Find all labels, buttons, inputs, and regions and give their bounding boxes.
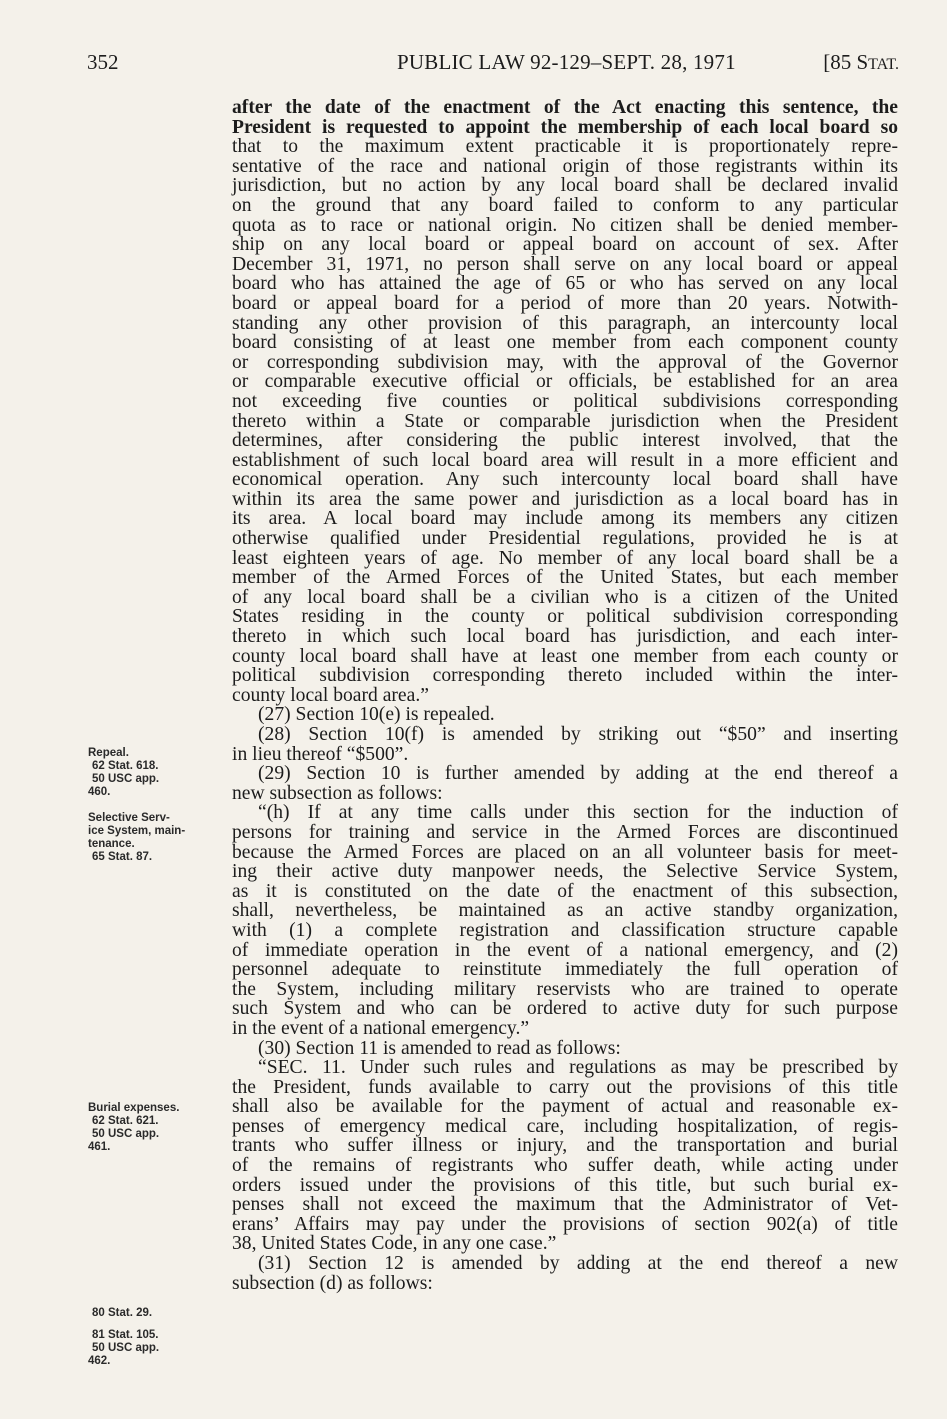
- margin-note-line: 461.: [88, 1141, 111, 1153]
- text-line: thereto in which such local board has jurisdiction, and each inter-: [232, 626, 898, 648]
- text-line: quota as to race or national origin. No citizen shall be denied member-: [232, 214, 898, 236]
- text-line: personnel adequate to reinstitute immediately the full operation of: [232, 959, 898, 981]
- text-line: county local board shall have at least one member from each county or: [232, 645, 898, 667]
- text-line: new subsection as follows:: [232, 782, 443, 804]
- margin-note-line: 50 USC app.: [92, 1128, 160, 1140]
- text-line: the President, funds available to carry out the provisions of this title: [232, 1076, 898, 1098]
- text-line: 38, United States Code, in any one case.”: [232, 1233, 557, 1255]
- text-line: of any local board shall be a civilian who is a citizen of the United: [232, 586, 898, 608]
- statute-reference: [85 STAT.: [823, 50, 899, 74]
- text-line: in the event of a national emergency.”: [232, 1017, 530, 1039]
- text-line: President is requested to appoint the membership of each local board so: [232, 116, 898, 138]
- text-line: penses shall not exceed the maximum that the Administrator of Vet-: [232, 1194, 898, 1216]
- text-line: determines, after considering the public interest involved, that the: [232, 430, 898, 452]
- text-line: standing any other provision of this paragraph, an intercounty local: [232, 312, 898, 334]
- margin-note-line: ice System, main-: [88, 825, 186, 837]
- text-line: member of the Armed Forces of the United States, but each member: [232, 567, 898, 589]
- text-line: as it is constituted on the date of the enactment of this subsection,: [232, 880, 898, 902]
- text-line: that to the maximum extent practicable it is proportionately repre-: [232, 136, 898, 158]
- margin-note-repeal: [88, 747, 238, 799]
- margin-note-line: 50 USC app.: [92, 773, 160, 785]
- text-line: persons for training and service in the Armed Forces are discontinued: [232, 821, 898, 843]
- margin-note-line: Selective Serv-: [88, 812, 170, 824]
- text-line: trants who suffer illness or injury, and the transportation and burial: [232, 1135, 898, 1157]
- text-line: board who has attained the age of 65 or who has served on any local: [232, 273, 898, 295]
- text-line: with (1) a complete registration and classification structure capable: [232, 919, 898, 941]
- text-line: not exceeding five counties or political subdivisions corresponding: [232, 390, 898, 412]
- text-line: otherwise qualified under Presidential regulations, provided he is at: [232, 528, 898, 550]
- text-line: because the Armed Forces are placed on an all volunteer basis for meet-: [232, 841, 898, 863]
- text-line: political subdivision corresponding thereto included within the inter-: [232, 665, 898, 687]
- text-line: jurisdiction, but no action by any local board shall be declared invalid: [232, 175, 898, 197]
- text-line: (27) Section 10(e) is repealed.: [258, 704, 495, 726]
- text-line: shall also be available for the payment of actual and reasonable ex-: [232, 1096, 898, 1118]
- text-line: orders issued under the provisions of this title, but such burial ex-: [232, 1174, 898, 1196]
- text-line: or corresponding subdivision may, with the approval of the Governor: [232, 351, 898, 373]
- text-line: (31) Section 12 is amended by adding at the end thereof a new: [258, 1253, 898, 1275]
- margin-note-line: 65 Stat. 87.: [92, 851, 153, 863]
- text-line: its area. A local board may include among its members any citizen: [232, 508, 898, 530]
- text-line: “(h) If at any time calls under this section for the induction of: [258, 802, 898, 824]
- text-line: or comparable executive official or officials, be established for an area: [232, 371, 898, 393]
- text-line: subsection (d) as follows:: [232, 1272, 433, 1294]
- text-line: ing their active duty manpower needs, the Selective Service System,: [232, 861, 898, 883]
- margin-note-80-stat: [88, 1307, 238, 1320]
- text-line: within its area the same power and jurisdiction as a local board has in: [232, 488, 898, 510]
- text-line: board or appeal board for a period of more than 20 years. Notwith-: [232, 292, 898, 314]
- margin-note-line: Burial expenses.: [88, 1102, 180, 1114]
- body-text: [232, 98, 898, 1293]
- text-line: in lieu thereof “$500”.: [232, 743, 409, 765]
- text-line: of the remains of registrants who suffer death, while acting under: [232, 1155, 898, 1177]
- margin-note-line: 50 USC app.: [92, 1342, 160, 1354]
- margin-note-selective-service: [88, 812, 238, 864]
- margin-note-line: Repeal.: [88, 747, 129, 759]
- margin-note-burial: [88, 1102, 238, 1154]
- text-line: of immediate operation in the event of a national emergency, and (2): [232, 939, 898, 961]
- text-line: sentative of the race and national origin of those registrants within its: [232, 155, 898, 177]
- text-line: on the ground that any board failed to conform to any particular: [232, 194, 898, 216]
- text-line: county local board area.”: [232, 684, 429, 706]
- margin-note-line: 460.: [88, 786, 111, 798]
- margin-note-line: tenance.: [88, 838, 135, 850]
- text-line: (30) Section 11 is amended to read as follows:: [258, 1037, 621, 1059]
- text-line: economical operation. Any such intercounty local board shall have: [232, 469, 898, 491]
- text-line: such System and who can be ordered to active duty for such purpose: [232, 998, 898, 1020]
- text-line: (29) Section 10 is further amended by adding at the end thereof a: [258, 763, 898, 785]
- text-line: board consisting of at least one member from each component county: [232, 332, 898, 354]
- text-line: (28) Section 10(f) is amended by striking out “$50” and inserting: [258, 724, 898, 745]
- text-line: after the date of the enactment of the Act enacting this sentence, the: [232, 97, 898, 118]
- margin-note-line: 62 Stat. 621.: [92, 1115, 159, 1127]
- page-header: [87, 50, 899, 80]
- margin-note-line: 62 Stat. 618.: [92, 760, 159, 772]
- page-number: 352: [87, 50, 119, 74]
- text-line: shall, nevertheless, be maintained as an active standby organization,: [232, 900, 898, 922]
- text-line: “SEC. 11. Under such rules and regulations as may be prescribed by: [258, 1057, 898, 1079]
- running-title: PUBLIC LAW 92-129–SEPT. 28, 1971: [397, 50, 736, 74]
- text-line: thereto within a State or comparable jurisdiction when the President: [232, 410, 898, 432]
- text-line: least eighteen years of age. No member of any local board shall be a: [232, 547, 898, 569]
- text-line: ship on any local board or appeal board on account of sex. After: [232, 234, 898, 256]
- margin-note-line: 81 Stat. 105.: [92, 1329, 159, 1341]
- text-line: the System, including military reservists who are trained to operate: [232, 978, 898, 1000]
- margin-note-81-stat: [88, 1329, 238, 1368]
- text-line: December 31, 1971, no person shall serve on any local board or appeal: [232, 253, 898, 275]
- text-line: erans’ Affairs may pay under the provisions of section 902(a) of title: [232, 1213, 898, 1235]
- margin-note-line: 80 Stat. 29.: [92, 1307, 153, 1319]
- text-line: penses of emergency medical care, including hospitalization, of regis-: [232, 1115, 898, 1137]
- margin-note-line: 462.: [88, 1355, 111, 1367]
- text-line: States residing in the county or political subdivision corresponding: [232, 606, 898, 628]
- text-line: establishment of such local board area will result in a more efficient and: [232, 449, 898, 471]
